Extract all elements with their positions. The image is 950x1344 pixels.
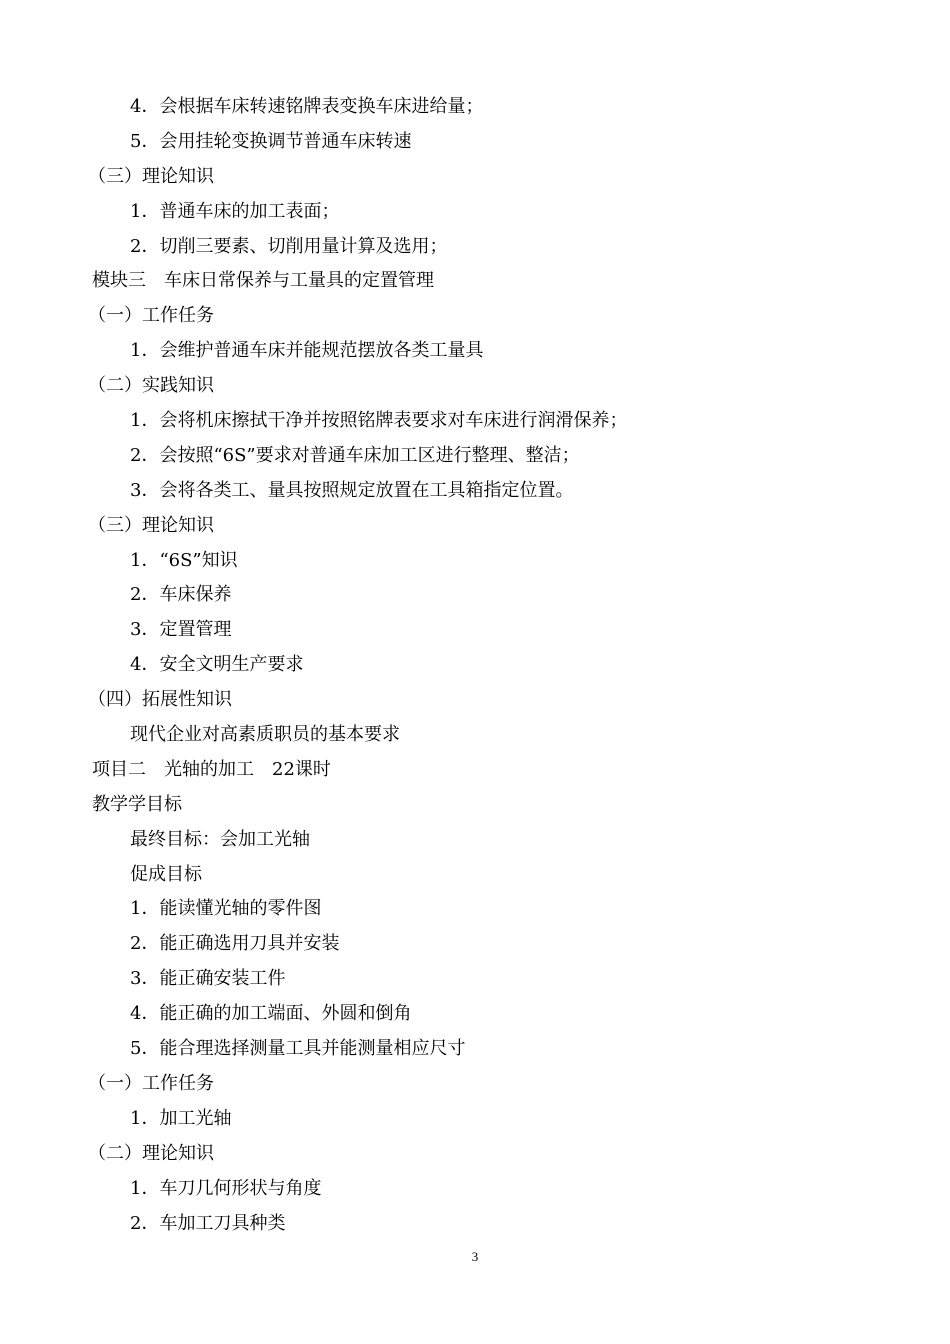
list-item: 1．能读懂光轴的零件图 xyxy=(130,898,322,920)
list-item: 4．安全文明生产要求 xyxy=(130,654,304,676)
section-heading: （三）理论知识 xyxy=(88,165,214,187)
list-item: 最终目标：会加工光轴 xyxy=(130,828,310,850)
list-item: 5．会用挂轮变换调节普通车床转速 xyxy=(130,130,412,152)
list-item: 4．会根据车床转速铭牌表变换车床进给量； xyxy=(130,96,484,117)
list-item: 1．“6S”知识 xyxy=(130,549,238,571)
list-item: 4．能正确的加工端面、外圆和倒角 xyxy=(130,1003,412,1025)
section-heading: （二）实践知识 xyxy=(88,375,214,397)
list-item: 1．加工光轴 xyxy=(130,1107,232,1129)
list-item: 3．会将各类工、量具按照规定放置在工具箱指定位置。 xyxy=(130,479,574,501)
section-heading: （二）理论知识 xyxy=(88,1142,214,1164)
page-number: 3 xyxy=(471,1249,479,1264)
list-item: 3．定置管理 xyxy=(130,619,232,641)
section-heading: 模块三 车床日常保养与工量具的定置管理 xyxy=(92,270,434,292)
section-heading: （三）理论知识 xyxy=(88,514,214,536)
section-heading: （一）工作任务 xyxy=(88,1072,214,1094)
list-item: 现代企业对高素质职员的基本要求 xyxy=(130,724,400,746)
section-heading: （四）拓展性知识 xyxy=(88,689,232,711)
list-item: 1．会维护普通车床并能规范摆放各类工量具 xyxy=(130,340,484,362)
list-item: 促成目标 xyxy=(130,863,202,885)
list-item: 2．会按照“6S”要求对普通车床加工区进行整理、整洁； xyxy=(130,444,580,466)
list-item: 2．车加工刀具种类 xyxy=(130,1212,286,1234)
list-item: 1．车刀几何形状与角度 xyxy=(130,1177,322,1199)
section-heading: （一）工作任务 xyxy=(88,305,214,327)
list-item: 2．车床保养 xyxy=(130,584,232,606)
list-item: 1．会将机床擦拭干净并按照铭牌表要求对车床进行润滑保养； xyxy=(130,410,628,432)
document-body xyxy=(88,90,892,1241)
list-item: 2．切削三要素、切削用量计算及选用； xyxy=(130,235,448,257)
section-heading: 项目二 光轴的加工 22课时 xyxy=(92,758,331,780)
section-heading: 教学学目标 xyxy=(92,793,182,815)
list-item: 5．能合理选择测量工具并能测量相应尺寸 xyxy=(130,1038,466,1060)
list-item: 3．能正确安装工件 xyxy=(130,968,286,990)
list-item: 2．能正确选用刀具并安装 xyxy=(130,933,340,955)
list-item: 1．普通车床的加工表面； xyxy=(130,200,340,222)
